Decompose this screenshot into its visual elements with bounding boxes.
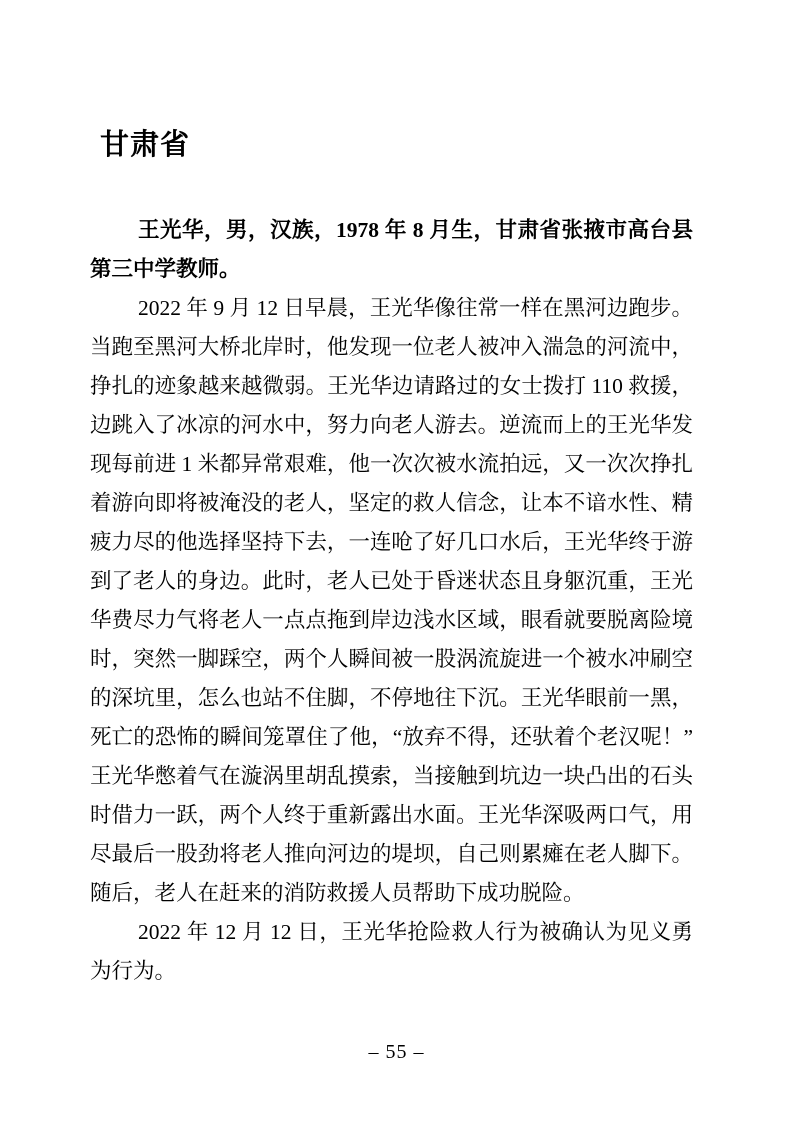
text-line: 着游向即将被淹没的老人，坚定的救人信念，让本不谙水性、精 — [90, 491, 693, 515]
page-number: – 55 – — [368, 1041, 425, 1063]
paragraph-subject-intro — [90, 211, 693, 289]
text-line: 到了老人的身边。此时，老人已处于昏迷状态且身躯沉重，王光 — [90, 569, 693, 593]
paragraph-recognition — [90, 913, 693, 991]
text-line: 2022 年 9 月 12 日早晨，王光华像往常一样在黑河边跑步。 — [138, 296, 693, 320]
text-line: 边跳入了冰凉的河水中，努力向老人游去。逆流而上的王光华发 — [90, 413, 693, 437]
text-line: 现每前进 1 米都异常艰难，他一次次被水流拍远，又一次次挣扎 — [90, 452, 693, 476]
text-line: 时借力一跃，两个人终于重新露出水面。王光华深吸两口气，用 — [90, 803, 693, 827]
text-line: 死亡的恐怖的瞬间笼罩住了他，“放弃不得，还驮着个老汉呢！” — [90, 725, 693, 749]
text-line: 尽最后一股劲将老人推向河边的堤坝，自己则累瘫在老人脚下。 — [90, 842, 693, 866]
paragraph-rescue-story — [90, 289, 693, 913]
text-line: 为行为。 — [90, 959, 177, 983]
text-line: 王光华，男，汉族，1978 年 8 月生，甘肃省张掖市高台县 — [138, 218, 693, 242]
text-line: 挣扎的迹象越来越微弱。王光华边请路过的女士拨打 110 救援， — [90, 374, 693, 398]
document-body — [90, 211, 693, 991]
text-line: 疲力尽的他选择坚持下去，一连呛了好几口水后，王光华终于游 — [90, 530, 693, 554]
text-line: 王光华憋着气在漩涡里胡乱摸索，当接触到坑边一块凸出的石头 — [90, 764, 693, 788]
text-line: 的深坑里，怎么也站不住脚，不停地往下沉。王光华眼前一黑， — [90, 686, 693, 710]
text-line: 第三中学教师。 — [90, 257, 241, 281]
province-heading: 甘肃省 — [100, 129, 191, 161]
text-line: 时，突然一脚踩空，两个人瞬间被一股涡流旋进一个被水冲刷空 — [90, 647, 693, 671]
text-line: 华费尽力气将老人一点点拖到岸边浅水区域，眼看就要脱离险境 — [90, 608, 693, 632]
text-line: 随后，老人在赶来的消防救援人员帮助下成功脱险。 — [90, 881, 585, 905]
text-line: 2022 年 12 月 12 日，王光华抢险救人行为被确认为见义勇 — [138, 920, 693, 944]
text-line: 当跑至黑河大桥北岸时，他发现一位老人被冲入湍急的河流中， — [90, 335, 693, 359]
